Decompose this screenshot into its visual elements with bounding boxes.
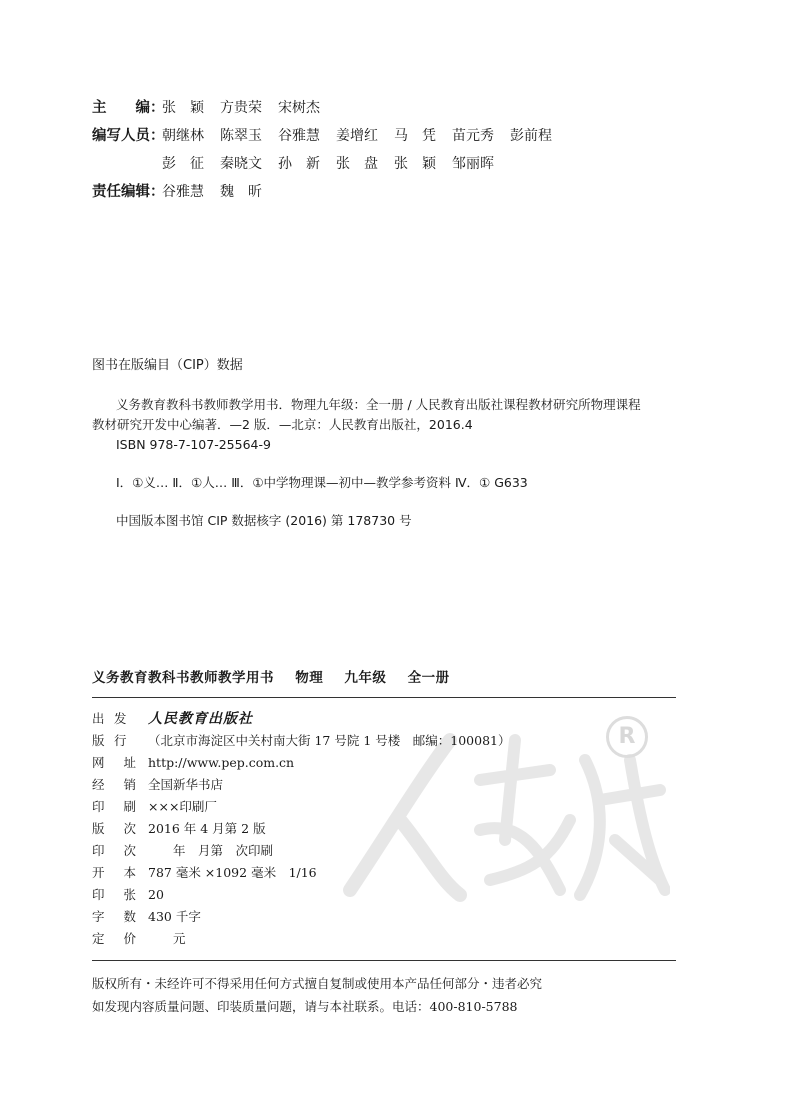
format-value: 787 毫米 ×1092 毫米 1/16	[148, 865, 317, 880]
writer-name: 张 盘	[336, 156, 378, 172]
distributor-label: 经 销	[92, 777, 136, 792]
cip-classification: Ⅰ．①义… Ⅱ．①人… Ⅲ．①中学物理课—初中—教学参考资料 Ⅳ．① G633	[116, 475, 528, 490]
edition-label: 版 次	[92, 821, 136, 836]
distributor-row	[92, 774, 676, 796]
contact-notice: 如发现内容质量问题、印装质量问题，请与本社联系。电话：400-810-5788	[92, 999, 518, 1014]
chief-editor-names	[162, 94, 336, 122]
writers-label: 编写人员：	[92, 128, 165, 144]
word-count-label: 字 数	[92, 909, 136, 924]
cip-isbn: ISBN 978-7-107-25564-9	[116, 437, 271, 452]
book-subject: 物理	[295, 670, 324, 686]
writer-name: 彭前程	[510, 128, 552, 144]
price-label: 定 价	[92, 931, 136, 946]
format-label: 开 本	[92, 865, 136, 880]
word-count-value: 430 千字	[148, 909, 201, 924]
cip-description-line1: 义务教育教科书教师教学用书．物理九年级：全一册 / 人民教育出版社课程教材研究所物理课程	[116, 397, 641, 412]
printing-label: 印 次	[92, 843, 136, 858]
website-label: 网 址	[92, 755, 136, 770]
publisher-value: 人民教育出版社	[148, 711, 253, 727]
copyright-notice: 版权所有・未经许可不得采用任何方式擅自复制或使用本产品任何部分・违者必究	[92, 976, 543, 991]
editor-name: 谷雅慧	[162, 184, 204, 200]
writer-name: 谷雅慧	[278, 128, 320, 144]
top-divider	[92, 697, 676, 698]
printing-row	[92, 840, 676, 862]
chief-editor-name: 宋树杰	[278, 100, 320, 116]
printing-value: 年 月第 次印刷	[148, 843, 274, 858]
website-value: http://www.pep.com.cn	[148, 755, 295, 770]
writer-name: 张 颖	[394, 156, 436, 172]
printer-value: ×××印刷厂	[148, 799, 217, 814]
website-row	[92, 752, 676, 774]
publisher-label: 出版 发行	[92, 711, 127, 748]
book-volume: 全一册	[407, 670, 450, 686]
bottom-divider	[92, 960, 676, 961]
writer-name: 陈翠玉	[220, 128, 262, 144]
cip-description-line2: 教材研究开发中心编著．—2 版．—北京：人民教育出版社，2016.4	[92, 417, 473, 432]
edition-value: 2016 年 4 月第 2 版	[148, 821, 266, 836]
cip-heading: 图书在版编目（CIP）数据	[92, 358, 243, 373]
edition-row	[92, 818, 676, 840]
sheets-row	[92, 884, 676, 906]
book-grade: 九年级	[344, 670, 387, 686]
writer-name: 邹丽晖	[452, 156, 494, 172]
writer-name: 苗元秀	[452, 128, 494, 144]
writer-name: 孙 新	[278, 156, 320, 172]
writer-name: 姜增红	[336, 128, 378, 144]
printer-row	[92, 796, 676, 818]
writer-name: 秦晓文	[220, 156, 262, 172]
book-title	[92, 666, 466, 686]
sheets-value: 20	[148, 887, 164, 902]
book-series: 义务教育教科书教师教学用书	[92, 670, 274, 686]
price-row	[92, 928, 676, 950]
chief-editor-name: 方贵荣	[220, 100, 262, 116]
editors-label: 责任编辑：	[92, 184, 165, 200]
registered-mark-icon: R	[606, 716, 648, 758]
writer-name: 马 凭	[394, 128, 436, 144]
credits-block	[92, 94, 712, 206]
publishing-info	[92, 708, 676, 950]
writer-name: 朝继林	[162, 128, 204, 144]
writer-name: 彭 征	[162, 156, 204, 172]
distributor-value: 全国新华书店	[148, 777, 224, 792]
editor-name: 魏 昕	[220, 184, 262, 200]
address-row	[92, 730, 676, 752]
word-count-row	[92, 906, 676, 928]
cip-record-number: 中国版本图书馆 CIP 数据核字 (2016) 第 178730 号	[116, 513, 412, 528]
printer-label: 印 刷	[92, 799, 136, 814]
editors-row	[92, 178, 712, 206]
editors-names	[162, 178, 278, 206]
chief-editor-name: 张 颖	[162, 100, 204, 116]
cip-block	[92, 354, 692, 531]
writers-row-2	[92, 150, 712, 178]
writers-row	[92, 122, 712, 150]
publisher-address: （北京市海淀区中关村南大街 17 号院 1 号楼 邮编：100081）	[148, 733, 511, 748]
chief-editor-label: 主 编：	[92, 100, 165, 116]
writers-names-line1	[162, 122, 568, 150]
footer	[92, 972, 692, 1018]
chief-editor-row	[92, 94, 712, 122]
writers-names-line2	[92, 150, 510, 178]
price-value: 元	[148, 931, 186, 946]
format-row	[92, 862, 676, 884]
sheets-label: 印 张	[92, 887, 136, 902]
